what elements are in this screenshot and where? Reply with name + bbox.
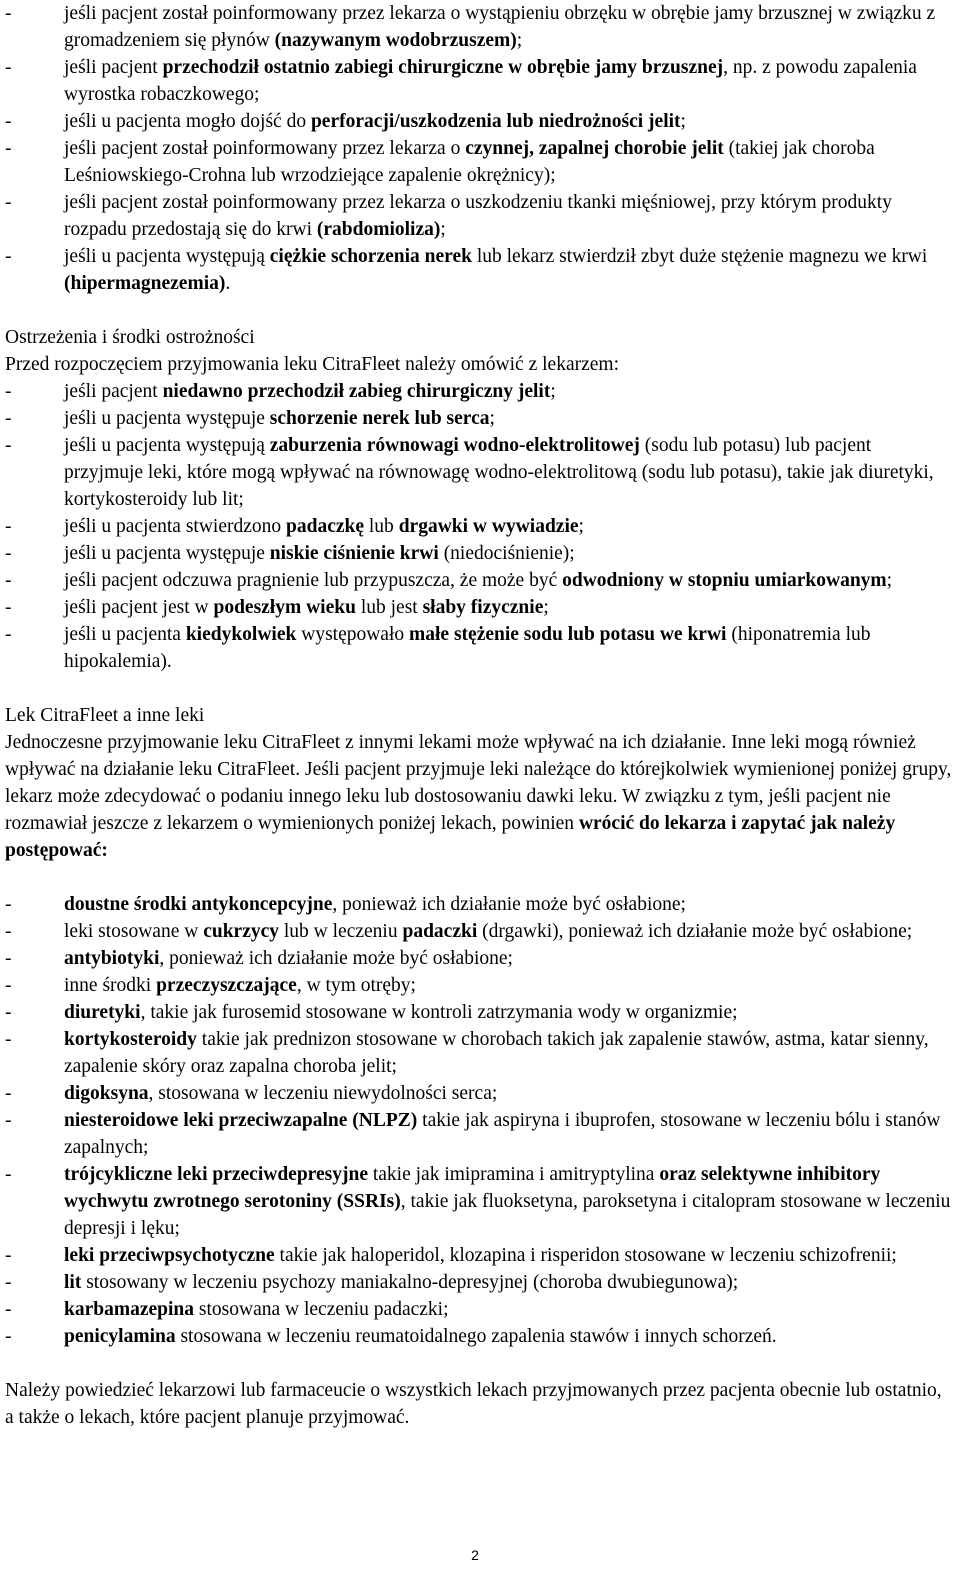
text-run: jeśli u pacjenta występuje [64, 543, 270, 564]
list-item [5, 378, 955, 405]
list-item [5, 594, 955, 621]
list-item [5, 108, 955, 135]
bold-text: podeszłym wieku [213, 597, 356, 618]
list-item-text [64, 1296, 955, 1323]
bold-text: trójcykliczne leki przeciwdepresyjne [64, 1164, 368, 1185]
bullet-dash: - [5, 111, 12, 132]
bold-text: niesteroidowe leki przeciwzapalne (NLPZ) [64, 1110, 418, 1131]
interactions-intro [5, 729, 955, 864]
text-run: ; [886, 570, 893, 591]
bullet-dash: - [5, 1326, 12, 1347]
list-item-text [64, 918, 955, 945]
bold-text: perforacji/uszkodzenia lub niedrożności jelit [310, 111, 681, 132]
text-run: występowało [296, 624, 410, 645]
bullet-dash: - [5, 435, 12, 456]
text-run: , takie jak furosemid stosowane w kontroli zatrzymania wody w organizmie; [140, 1002, 738, 1023]
text-run: Jednoczesne przyjmowanie leku CitraFleet z innymi lekami może wpływać na ich działanie. Inne leki mogą również wpływać na działanie leku CitraFleet. Jeśli pacjent przyjmuje leki należące do którejkolwiek wymienionej poniżej grupy, lekarz może zdecydować o podaniu innego leku lub dostosowaniu dawki leku. W związku z tym, jeśli pacjent nie rozmawiał jeszcze z lekarzem o wymienionych poniżej lekach, powinien [5, 732, 952, 834]
text-run: takie jak prednizon stosowane w chorobach takich jak zapalenie stawów, astma, katar sienny, zapalenie skóry oraz zapalna choroba jelit; [64, 1029, 929, 1077]
list-item [5, 189, 955, 243]
text-run: jeśli pacjent [64, 381, 163, 402]
text-run: leki stosowane w [64, 921, 204, 942]
bold-text: antybiotyki [64, 948, 160, 969]
text-run: ; [516, 30, 523, 51]
bold-text: lit [64, 1272, 82, 1293]
list-item [5, 1107, 955, 1161]
bold-text: schorzenie nerek lub serca [269, 408, 490, 429]
bullet-dash: - [5, 975, 12, 996]
list-item-text [64, 1161, 955, 1242]
text-run: . [225, 273, 231, 294]
list-item-text [64, 999, 955, 1026]
text-run: jeśli pacjent został poinformowany przez lekarza o wystąpieniu obrzęku w obrębie jamy brzusznej w związku z gromadzeniem się płynów [64, 3, 936, 51]
list-item-text [64, 1107, 955, 1161]
bold-text: doustne środki antykoncepcyjne [64, 894, 333, 915]
list-item-text [64, 891, 955, 918]
text-run: stosowana w leczeniu padaczki; [194, 1299, 449, 1320]
list-item-text [64, 1269, 955, 1296]
list-item-text [64, 1026, 955, 1080]
bullet-dash: - [5, 57, 12, 78]
text-run: (drgawki), ponieważ ich działanie może być osłabione; [477, 921, 913, 942]
bold-text: padaczkę [286, 516, 365, 537]
text-run: (sodu lub potasu) lub pacjent przyjmuje leki, które mogą wpływać na równowagę wodno-elektrolitową (sodu lub potasu), takie jak diuretyki, kortykosteroidy lub lit; [64, 435, 934, 510]
text-run: , np. z powodu zapalenia wyrostka robaczkowego; [64, 57, 917, 105]
text-run: takie jak haloperidol, klozapina i risperidon stosowane w leczeniu schizofrenii; [274, 1245, 897, 1266]
bold-text: przeczyszczające [156, 975, 297, 996]
bold-text: zaburzenia równowagi wodno-elektrolitowej [269, 435, 640, 456]
bullet-dash: - [5, 921, 12, 942]
text-run: jeśli u pacjenta występują [64, 246, 270, 267]
bullet-dash: - [5, 597, 12, 618]
bold-text: czynnej, zapalnej chorobie jelit [465, 138, 724, 159]
list-item-text [64, 1080, 955, 1107]
text-run: ; [543, 597, 549, 618]
list-item-text [64, 0, 955, 54]
bullet-dash: - [5, 138, 12, 159]
warnings-heading: Ostrzeżenia i środki ostrożności [5, 327, 255, 348]
text-run: jeśli u pacjenta [64, 624, 186, 645]
bullet-dash: - [5, 1002, 12, 1023]
text-run: jeśli pacjent został poinformowany przez lekarza o uszkodzeniu tkanki mięśniowej, przy którym produkty rozpadu przedostają się do krwi [64, 192, 892, 240]
bullet-dash: - [5, 192, 12, 213]
list-item [5, 243, 955, 297]
bold-text: leki przeciwpsychotyczne [64, 1245, 275, 1266]
list-item-text [64, 972, 955, 999]
text-run: jeśli u pacjenta stwierdzono [64, 516, 287, 537]
text-run: (niedociśnienie); [438, 543, 575, 564]
text-run: jeśli u pacjenta mogło dojść do [64, 111, 311, 132]
bullet-dash: - [5, 1272, 12, 1293]
list-item [5, 405, 955, 432]
list-item [5, 1242, 955, 1269]
text-run: , stosowana w leczeniu niewydolności serca; [148, 1083, 498, 1104]
text-run: jeśli u pacjenta występuje [64, 408, 270, 429]
bold-text: (hipermagnezemia) [64, 273, 226, 294]
list-item [5, 1296, 955, 1323]
bullet-dash: - [5, 381, 12, 402]
bullet-dash: - [5, 948, 12, 969]
list-item [5, 1161, 955, 1242]
list-item [5, 540, 955, 567]
bullet-dash: - [5, 894, 12, 915]
list-item [5, 513, 955, 540]
text-run: jeśli pacjent odczuwa pragnienie lub przypuszcza, że może być [64, 570, 563, 591]
document-page [5, 0, 955, 1431]
bold-text: drgawki w wywiadzie [398, 516, 579, 537]
text-run: jeśli pacjent jest w [64, 597, 214, 618]
bold-text: słaby fizycznie [422, 597, 544, 618]
bold-text: kiedykolwiek [185, 624, 297, 645]
bold-text: (rabdomioliza) [316, 219, 441, 240]
bold-text: cukrzycy [203, 921, 279, 942]
text-run: ; [680, 111, 686, 132]
list-item [5, 1269, 955, 1296]
bullet-dash: - [5, 624, 12, 645]
text-run: takie jak aspiryna i ibuprofen, stosowane w leczeniu bólu i stanów zapalnych; [64, 1110, 941, 1158]
bold-text: kortykosteroidy [64, 1029, 197, 1050]
bold-text: wrócić do lekarza i zapytać jak należy postępować: [5, 813, 896, 861]
bold-text: penicylamina [64, 1326, 176, 1347]
list-item [5, 891, 955, 918]
list-item-text [64, 378, 955, 405]
list-item [5, 1080, 955, 1107]
text-run: stosowana w leczeniu reumatoidalnego zapalenia stawów i innych schorzeń. [175, 1326, 777, 1347]
bold-text: małe stężenie sodu lub potasu we krwi [409, 624, 727, 645]
bold-text: odwodniony w stopniu umiarkowanym [562, 570, 887, 591]
text-run: lub lekarz stwierdził zbyt duże stężenie magnezu we krwi [471, 246, 928, 267]
bold-text: digoksyna [64, 1083, 149, 1104]
bold-text: ciężkie schorzenia nerek [269, 246, 472, 267]
bullet-dash: - [5, 1299, 12, 1320]
text-run: ; [489, 408, 495, 429]
list-item [5, 945, 955, 972]
bold-text: padaczki [402, 921, 478, 942]
text-run: , w tym otręby; [296, 975, 416, 996]
list-item-text [64, 1242, 955, 1269]
bold-text: niedawno przechodził zabieg chirurgiczny jelit [162, 381, 551, 402]
list-item-text [64, 135, 955, 189]
warnings-list [5, 378, 955, 675]
text-run: stosowany w leczeniu psychozy maniakalno-depresyjnej (choroba dwubiegunowa); [81, 1272, 739, 1293]
list-item-text [64, 621, 955, 675]
list-item-text [64, 54, 955, 108]
bold-text: przechodził ostatnio zabiegi chirurgiczne w obrębie jamy brzusznej [162, 57, 724, 78]
list-item [5, 0, 955, 54]
text-run: lub [364, 516, 399, 537]
list-item [5, 621, 955, 675]
list-item [5, 432, 955, 513]
bullet-dash: - [5, 1245, 12, 1266]
list-item-text [64, 189, 955, 243]
list-item [5, 1323, 955, 1350]
list-item-text [64, 108, 955, 135]
bullet-dash: - [5, 246, 12, 267]
interactions-list [5, 891, 955, 1350]
text-run: ; [440, 219, 446, 240]
list-item-text [64, 513, 955, 540]
text-run: ; [550, 381, 556, 402]
contraindications-list [5, 0, 955, 297]
text-run: , ponieważ ich działanie może być osłabione; [332, 894, 686, 915]
text-run: lub jest [355, 597, 423, 618]
bullet-dash: - [5, 1029, 12, 1050]
text-run: takie jak imipramina i amitryptylina [367, 1164, 660, 1185]
interactions-closing: Należy powiedzieć lekarzowi lub farmaceucie o wszystkich lekach przyjmowanych przez pacjenta obecnie lub ostatnio, a także o lekach, które pacjent planuje przyjmować. [5, 1380, 942, 1428]
list-item-text [64, 540, 955, 567]
bullet-dash: - [5, 516, 12, 537]
list-item-text [64, 567, 955, 594]
bullet-dash: - [5, 1110, 12, 1131]
list-item-text [64, 594, 955, 621]
text-run: jeśli u pacjenta występują [64, 435, 270, 456]
text-run: (takiej jak choroba Leśniowskiego-Crohna lub wrzodziejące zapalenie okrężnicy); [64, 138, 875, 186]
bullet-dash: - [5, 408, 12, 429]
list-item [5, 918, 955, 945]
text-run: jeśli pacjent [64, 57, 163, 78]
text-run: inne środki [64, 975, 157, 996]
text-run: lub w leczeniu [279, 921, 403, 942]
list-item-text [64, 405, 955, 432]
list-item-text [64, 1323, 955, 1350]
list-item [5, 1026, 955, 1080]
list-item [5, 999, 955, 1026]
list-item [5, 54, 955, 108]
bullet-dash: - [5, 3, 12, 24]
text-run: , takie jak fluoksetyna, paroksetyna i citalopram stosowane w leczeniu depresji i lęku; [64, 1191, 951, 1239]
list-item [5, 567, 955, 594]
warnings-intro: Przed rozpoczęciem przyjmowania leku CitraFleet należy omówić z lekarzem: [5, 354, 619, 375]
page-number: 2 [471, 1547, 479, 1563]
bold-text: oraz selektywne inhibitory wychwytu zwrotnego serotoniny (SSRIs) [64, 1164, 881, 1212]
bullet-dash: - [5, 1083, 12, 1104]
list-item [5, 135, 955, 189]
text-run: ; [578, 516, 584, 537]
text-run: (hiponatremia lub hipokalemia). [64, 624, 871, 672]
list-item-text [64, 945, 955, 972]
list-item-text [64, 432, 955, 513]
bullet-dash: - [5, 1164, 12, 1185]
bullet-dash: - [5, 543, 12, 564]
bold-text: niskie ciśnienie krwi [269, 543, 439, 564]
bold-text: (nazywanym wodobrzuszem) [274, 30, 517, 51]
bold-text: karbamazepina [64, 1299, 195, 1320]
text-run: jeśli pacjent został poinformowany przez lekarza o [64, 138, 466, 159]
bullet-dash: - [5, 570, 12, 591]
list-item-text [64, 243, 955, 297]
list-item [5, 972, 955, 999]
interactions-heading: Lek CitraFleet a inne leki [5, 705, 205, 726]
bold-text: diuretyki [64, 1002, 141, 1023]
text-run: , ponieważ ich działanie może być osłabione; [159, 948, 513, 969]
